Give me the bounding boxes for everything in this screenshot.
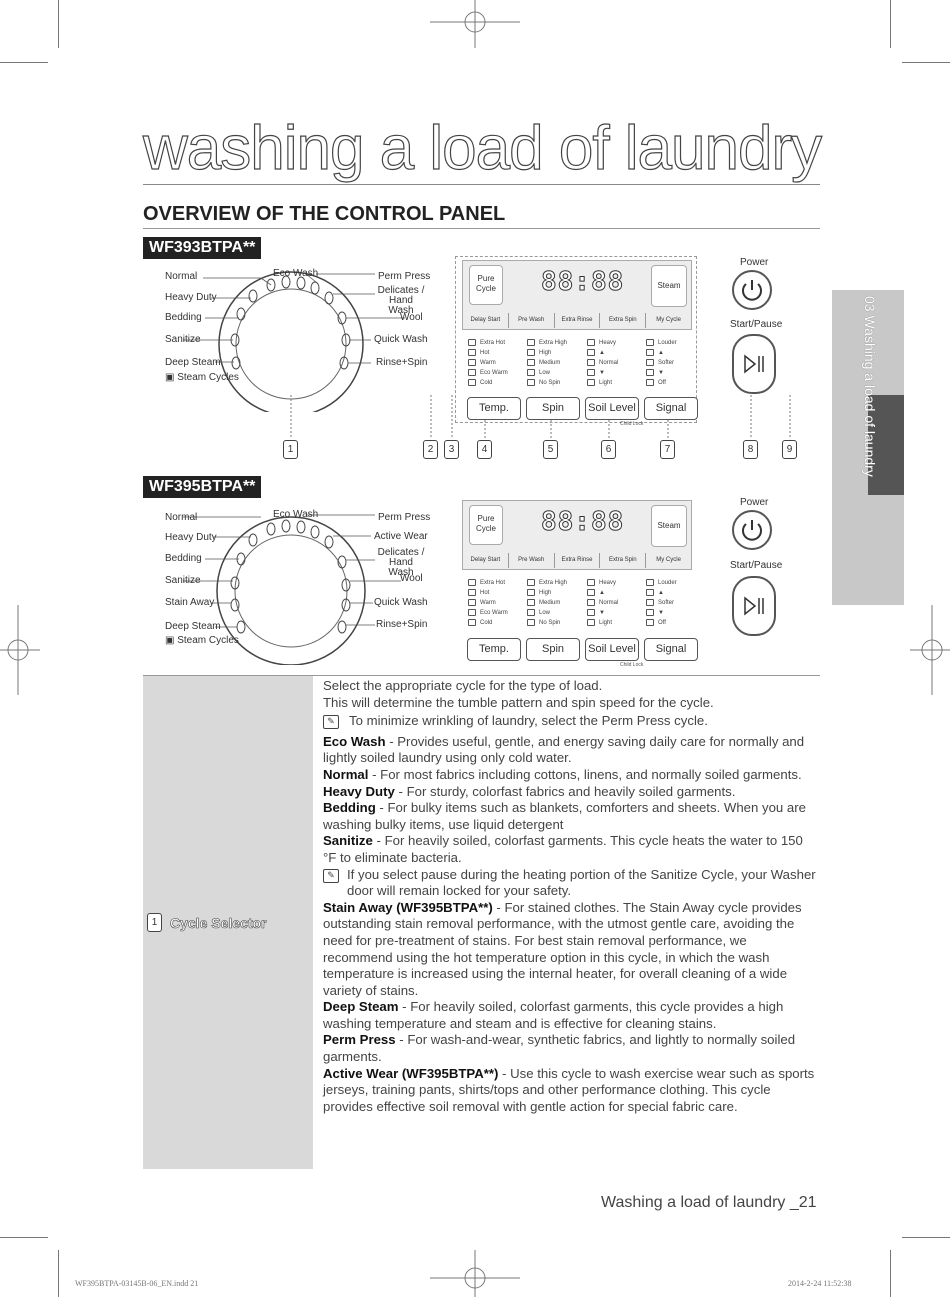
option-item: No Spin — [527, 618, 567, 628]
option-item: Low — [527, 368, 567, 378]
child-lock-label: Child Lock — [620, 421, 644, 427]
dial-label: Stain Away — [165, 597, 215, 608]
option-item: ▲ — [587, 348, 618, 358]
title-rule — [143, 184, 820, 185]
crop-mark — [902, 1237, 950, 1238]
option-item: Extra Hot — [468, 578, 508, 588]
option-item: Softer — [646, 358, 677, 368]
delay-start-button[interactable]: Delay Start — [463, 313, 509, 328]
option-item: ▲ — [646, 588, 677, 598]
intro-line: This will determine the tumble pattern and spin speed for the cycle. — [323, 694, 714, 710]
dial-label-text: Steam Cycles — [177, 372, 239, 383]
cycle-selector-label: Cycle Selector — [170, 914, 267, 931]
option-item: Louder — [646, 338, 677, 348]
dial-label: Rinse+Spin — [376, 357, 428, 368]
start-pause-label: Start/Pause — [730, 560, 783, 571]
callout-leaders — [280, 395, 800, 445]
cycle-name: Active Wear (WF395BTPA**) — [323, 1065, 499, 1081]
cycle-item — [323, 1066, 818, 1116]
option-item: No Spin — [527, 378, 567, 388]
start-pause-label: Start/Pause — [730, 319, 783, 330]
option-item: ▼ — [587, 368, 618, 378]
cycle-item — [323, 1032, 818, 1065]
callout-6: 6 — [601, 440, 616, 459]
my-cycle-button[interactable]: My Cycle — [656, 317, 681, 323]
option-item: ▲ — [587, 588, 618, 598]
option-item: Warm — [468, 358, 508, 368]
dial-label: Wool — [400, 312, 423, 323]
option-item: Off — [646, 618, 677, 628]
soil-options — [587, 578, 618, 628]
pre-wash-button[interactable]: Pre Wash — [509, 313, 555, 328]
crop-mark — [0, 62, 48, 63]
spin-button[interactable]: Spin — [526, 638, 580, 661]
crop-mark — [58, 0, 59, 48]
cycle-desc: - For bulky items such as blankets, comforters and sheets. When you are washing bulky items, use liquid detergent — [323, 800, 806, 832]
option-item: Louder — [646, 578, 677, 588]
cycle-name: Normal — [323, 766, 369, 782]
option-item: Hot — [468, 348, 508, 358]
dial-label-text: Steam Cycles — [177, 635, 239, 646]
registration-mark-bottom — [420, 1250, 530, 1297]
dial-label: Eco Wash — [273, 268, 319, 279]
time-display: 88:88 — [541, 507, 625, 537]
option-item: Medium — [527, 358, 567, 368]
page-title: washing a load of laundry — [143, 114, 822, 183]
dial-label: Sanitize — [165, 575, 201, 586]
cycle-name: Bedding — [323, 800, 376, 816]
dial-label: Wool — [400, 573, 423, 584]
temp-options — [468, 338, 508, 388]
cycle-name: Heavy Duty — [323, 783, 395, 799]
section-title: OVERVIEW OF THE CONTROL PANEL — [143, 203, 506, 225]
signal-options — [646, 578, 677, 628]
lcd-display — [462, 500, 692, 570]
option-item: ▼ — [646, 368, 677, 378]
crop-mark — [902, 62, 950, 63]
option-item: Softer — [646, 598, 677, 608]
cycle-desc: - For most fabrics including cottons, linens, and normally soiled garments. — [368, 766, 802, 782]
cycle-desc: - Use this cycle to wash exercise wear such as sports jerseys, training pants, shirts/tops and other performance clothing. This cycle provides effective soil removal with gentle action for special fabric care. — [323, 1065, 815, 1114]
extra-rinse-button[interactable]: Extra Rinse — [555, 313, 601, 328]
crop-mark — [890, 1250, 891, 1297]
pre-wash-button[interactable]: Pre Wash — [509, 553, 555, 568]
spin-options — [527, 578, 567, 628]
callout-8: 8 — [743, 440, 758, 459]
temp-options — [468, 578, 508, 628]
option-item: Extra High — [527, 578, 567, 588]
soil-level-button[interactable]: Soil Level — [585, 397, 639, 420]
option-item: ▼ — [646, 608, 677, 618]
option-button-row — [463, 313, 691, 328]
cycle-item — [323, 800, 818, 833]
cycle-desc: - For heavily soiled, colorfast garments. This cycle heats the water to 150 °F to eliminate bacteria. — [323, 833, 803, 865]
callout-9: 9 — [782, 440, 797, 459]
registration-mark-left — [0, 600, 40, 700]
callout-4: 4 — [477, 440, 492, 459]
crop-mark — [890, 0, 891, 48]
option-item: Heavy — [587, 338, 618, 348]
dial-label: ▣ Steam Cycles — [165, 635, 239, 646]
option-item: Eco Warm — [468, 608, 508, 618]
model-label-wf393: WF393BTPA** — [143, 237, 261, 259]
registration-mark-top — [420, 0, 530, 48]
dial-label: Heavy Duty — [165, 292, 217, 303]
dial-label: Delicates / Hand Wash — [377, 285, 425, 316]
soil-level-button[interactable]: Soil Level — [585, 638, 639, 661]
my-cycle-button[interactable]: My Cycle — [656, 557, 681, 563]
section-rule — [143, 228, 820, 229]
chapter-tab-label: 03 Washing a load of laundry — [862, 296, 878, 477]
option-item: High — [527, 348, 567, 358]
temp-button[interactable]: Temp. — [467, 638, 521, 661]
cycle-item — [323, 734, 818, 767]
intro-line: Select the appropriate cycle for the type of load. — [323, 678, 603, 693]
soil-options — [587, 338, 618, 388]
power-button[interactable] — [732, 510, 772, 550]
callout-3: 3 — [444, 440, 459, 459]
option-item: Light — [587, 618, 618, 628]
option-item: Normal — [587, 358, 618, 368]
power-icon — [734, 272, 770, 308]
note-text: If you select pause during the heating portion of the Sanitize Cycle, your Washer door will remain locked for your safety. — [347, 866, 816, 899]
cycle-desc: - For stained clothes. The Stain Away cycle provides outstanding stain removal performance, with the utmost gentle care, avoiding the need for pre-treatment of stains. For best stain removal performance, we recommend using the hot temperature option in this cycle, in which the wash temperature is increased using the internal heater, for overall cleaning of a wide variety of stains. — [323, 899, 802, 998]
note — [323, 713, 818, 730]
pure-cycle-button[interactable]: Pure Cycle — [469, 265, 503, 305]
dial-label: Normal — [165, 271, 198, 282]
option-item: Low — [527, 608, 567, 618]
dial-label: Normal — [165, 512, 198, 523]
cycle-name: Eco Wash — [323, 733, 386, 749]
child-lock-label: Child Lock — [620, 662, 644, 668]
delay-start-button[interactable]: Delay Start — [463, 553, 509, 568]
option-item: Eco Warm — [468, 368, 508, 378]
option-button-row — [463, 553, 691, 568]
cycle-name: Sanitize — [323, 833, 373, 849]
pure-cycle-button[interactable]: Pure Cycle — [469, 505, 503, 545]
option-item: Normal — [587, 598, 618, 608]
option-item: Cold — [468, 378, 508, 388]
callout-7: 7 — [660, 440, 675, 459]
option-item: ▼ — [587, 608, 618, 618]
power-label: Power — [740, 497, 769, 508]
cycle-desc: - For sturdy, colorfast fabrics and heavily soiled garments. — [394, 783, 736, 799]
extra-spin-button[interactable]: Extra Spin — [600, 553, 646, 568]
temp-button[interactable]: Temp. — [467, 397, 521, 420]
steam-button[interactable]: Steam — [651, 265, 687, 307]
power-button[interactable] — [732, 270, 772, 310]
option-item: Warm — [468, 598, 508, 608]
page-footer-title: Washing a load of laundry _21 — [601, 1194, 817, 1211]
time-display: 88:88 — [541, 267, 625, 297]
cycle-name: Perm Press — [323, 1032, 396, 1048]
spin-button[interactable]: Spin — [526, 397, 580, 420]
extra-spin-button[interactable]: Extra Spin — [600, 313, 646, 328]
power-icon — [734, 512, 770, 548]
callout-2: 2 — [423, 440, 438, 459]
dial-label: Perm Press — [378, 271, 431, 282]
signal-button[interactable]: Signal — [644, 397, 698, 420]
dial-label: Deep Steam — [165, 621, 221, 632]
power-label: Power — [740, 257, 769, 268]
callout-1: 1 — [283, 440, 298, 459]
cycle-item — [323, 833, 818, 866]
cycle-desc: - Provides useful, gentle, and energy saving daily care for normally and lightly soiled laundry using only cold water. — [323, 733, 805, 766]
option-item: High — [527, 588, 567, 598]
option-item: Light — [587, 378, 618, 388]
note-icon: ✎ — [323, 715, 339, 729]
footer-file-info: WF395BTPA-03145B-06_EN.indd 21 — [75, 1279, 199, 1288]
lcd-display — [462, 260, 692, 330]
dial-label: Heavy Duty — [165, 532, 217, 543]
footer-date-info: 2014-2-24 11:52:38 — [788, 1279, 852, 1288]
option-item: Hot — [468, 588, 508, 598]
crop-mark — [58, 1250, 59, 1297]
dial-label: Deep Steam — [165, 357, 221, 368]
cycle-item — [323, 999, 818, 1032]
dial-label: Sanitize — [165, 334, 201, 345]
dial-label: Delicates / Hand Wash — [377, 547, 425, 578]
registration-mark-right — [910, 600, 950, 700]
note — [323, 867, 818, 900]
cycle-item — [323, 767, 818, 784]
cycle-item — [323, 900, 818, 1000]
cycle-item — [323, 784, 818, 801]
signal-options — [646, 338, 677, 388]
option-item: ▲ — [646, 348, 677, 358]
note-icon: ✎ — [323, 869, 339, 883]
dial-label: Perm Press — [378, 512, 431, 523]
option-item: Heavy — [587, 578, 618, 588]
dial-label: Bedding — [165, 553, 202, 564]
play-pause-icon — [734, 578, 774, 634]
steam-button[interactable]: Steam — [651, 505, 687, 547]
option-item: Cold — [468, 618, 508, 628]
cycle-selector-heading — [147, 913, 267, 932]
model-label-wf395: WF395BTPA** — [143, 476, 261, 498]
cycle-desc: - For heavily soiled, colorfast garments, this cycle provides a high washing temperature and steam and is effective for cleaning stains. — [323, 999, 784, 1031]
cycle-selector-number: 1 — [147, 913, 162, 932]
dial-label: ▣ Steam Cycles — [165, 372, 239, 383]
cycle-name: Stain Away (WF395BTPA**) — [323, 899, 493, 915]
cycle-selector-body — [323, 678, 818, 1115]
play-pause-icon — [734, 336, 774, 392]
signal-button[interactable]: Signal — [644, 638, 698, 661]
dial-label: Active Wear — [374, 531, 428, 542]
dial-label: Quick Wash — [374, 334, 428, 345]
dial-label: Eco Wash — [273, 509, 319, 520]
option-item: Off — [646, 378, 677, 388]
crop-mark — [0, 1237, 48, 1238]
dial-label: Quick Wash — [374, 597, 428, 608]
spin-options — [527, 338, 567, 388]
note-text: To minimize wrinkling of laundry, select the Perm Press cycle. — [349, 713, 708, 729]
dial-label: Bedding — [165, 312, 202, 323]
dial-label: Rinse+Spin — [376, 619, 428, 630]
cycle-desc: - For wash-and-wear, synthetic fabrics, and lightly to normally soiled garments. — [323, 1032, 796, 1065]
option-item: Medium — [527, 598, 567, 608]
option-item: Extra Hot — [468, 338, 508, 348]
start-pause-button[interactable] — [732, 334, 776, 394]
start-pause-button[interactable] — [732, 576, 776, 636]
callout-5: 5 — [543, 440, 558, 459]
option-item: Extra High — [527, 338, 567, 348]
extra-rinse-button[interactable]: Extra Rinse — [555, 553, 601, 568]
cycle-name: Deep Steam — [323, 999, 399, 1015]
